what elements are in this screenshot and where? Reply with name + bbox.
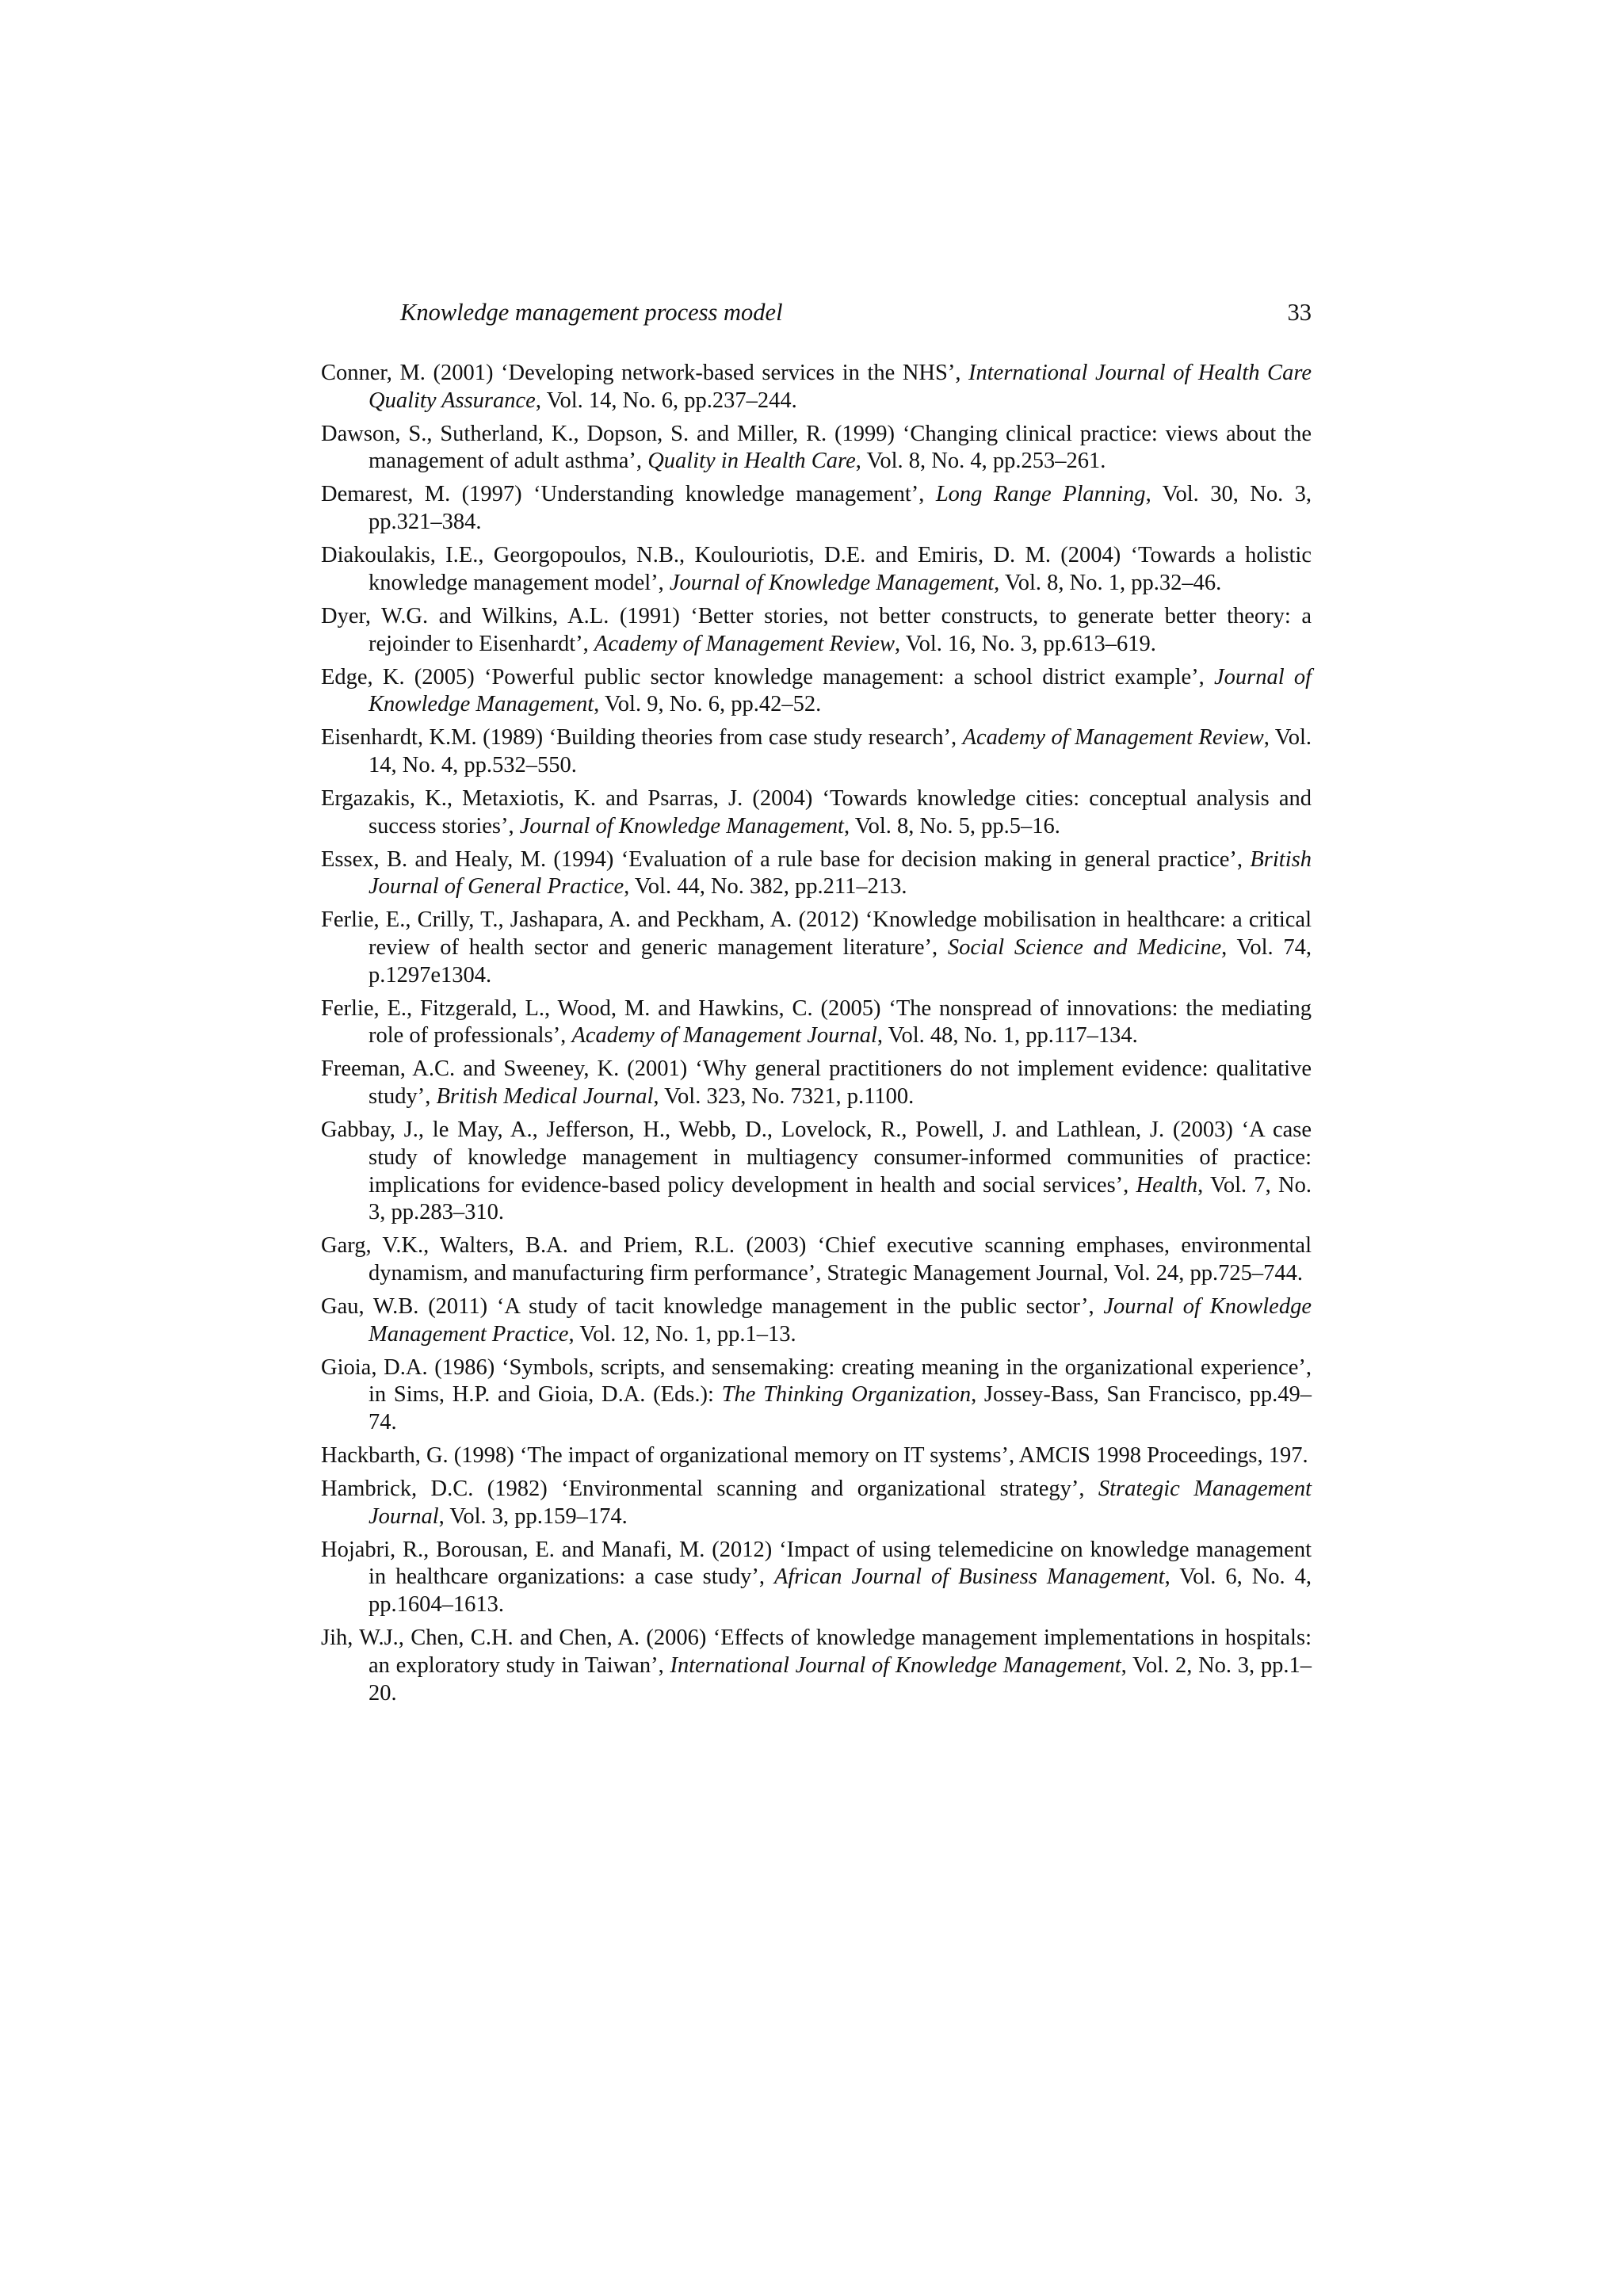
reference-text: Ferlie, E., Crilly, T., Jashapara, A. and Peckham, A. (2012) ‘Knowledge mobilisation in healthcare: a critical review of health sector and generic management literature’, bbox=[321, 907, 1312, 961]
reference-text: Dyer, W.G. and Wilkins, A.L. (1991) ‘Better stories, not better constructs, to generate better theory: a rejoinder to Eisenhardt’, bbox=[321, 603, 1312, 656]
reference-text: , Vol. 9, No. 6, pp.42–52. bbox=[594, 692, 822, 717]
reference-entry bbox=[321, 421, 1312, 476]
reference-text: Eisenhardt, K.M. (1989) ‘Building theories from case study research’, bbox=[321, 725, 963, 751]
reference-entry bbox=[321, 1442, 1312, 1470]
reference-text: , Vol. 16, No. 3, pp.613–619. bbox=[894, 631, 1156, 656]
reference-text: Diakoulakis, I.E., Georgopoulos, N.B., Koulouriotis, D.E. and Emiris, D. M. (2004) ‘Towards a holistic knowledge management model’, bbox=[321, 543, 1312, 595]
reference-source-title: Social Science and Medicine bbox=[947, 935, 1222, 961]
reference-text: Hambrick, D.C. (1982) ‘Environmental scanning and organizational strategy’, bbox=[321, 1477, 1098, 1502]
reference-text: , Vol. 8, No. 1, pp.32–46. bbox=[994, 570, 1222, 595]
page-number: 33 bbox=[1287, 299, 1312, 326]
reference-source-title: Quality in Health Care bbox=[647, 449, 856, 474]
reference-entry bbox=[321, 995, 1312, 1050]
reference-source-title: Academy of Management Journal bbox=[571, 1023, 877, 1049]
reference-text: , Vol. 323, No. 7321, p.1100. bbox=[653, 1084, 915, 1110]
reference-text: Demarest, M. (1997) ‘Understanding knowledge management’, bbox=[321, 482, 936, 507]
reference-text: Hojabri, R., Borousan, E. and Manafi, M. (2012) ‘Impact of using telemedicine on knowledge management in healthcare organizations: a case study’, bbox=[321, 1537, 1312, 1590]
reference-text: , Vol. 44, No. 382, pp.211–213. bbox=[624, 874, 907, 900]
reference-text: , Jossey-Bass, San Francisco, pp.49–74. bbox=[369, 1382, 1312, 1435]
reference-text: Freeman, A.C. and Sweeney, K. (2001) ‘Why general practitioners do not implement evidence: qualitative study’, bbox=[321, 1056, 1312, 1110]
reference-text: , Vol. 12, No. 1, pp.1–13. bbox=[568, 1321, 796, 1347]
reference-source-title: International Journal of Health Care Quality Assurance bbox=[369, 361, 1312, 413]
reference-entry bbox=[321, 664, 1312, 719]
reference-text: , Vol. 2, No. 3, pp.1–20. bbox=[369, 1652, 1312, 1706]
reference-text: Dawson, S., Sutherland, K., Dopson, S. and Miller, R. (1999) ‘Changing clinical practice: views about the management of adult asthma’, bbox=[321, 421, 1312, 474]
reference-entry bbox=[321, 1625, 1312, 1707]
reference-text: , Vol. 8, No. 5, pp.5–16. bbox=[843, 813, 1060, 839]
reference-entry bbox=[321, 907, 1312, 989]
reference-text: , Vol. 7, No. 3, pp.283–310. bbox=[369, 1172, 1312, 1225]
reference-text: , Vol. 3, pp.159–174. bbox=[438, 1503, 628, 1529]
reference-source-title: The Thinking Organization bbox=[721, 1382, 972, 1408]
reference-entry bbox=[321, 1117, 1312, 1227]
reference-source-title: Health bbox=[1136, 1172, 1198, 1198]
reference-text: Jih, W.J., Chen, C.H. and Chen, A. (2006) ‘Effects of knowledge management implementations in hospitals: an exploratory study in Taiwan’, bbox=[321, 1626, 1312, 1678]
reference-entry bbox=[321, 1537, 1312, 1619]
reference-entry bbox=[321, 603, 1312, 658]
reference-source-title: Academy of Management Review bbox=[594, 631, 895, 656]
reference-source-title: African Journal of Business Management bbox=[773, 1564, 1165, 1590]
reference-source-title: British Journal of General Practice bbox=[369, 846, 1312, 900]
reference-text: , Vol. 6, No. 4, pp.1604–1613. bbox=[369, 1564, 1312, 1618]
reference-source-title: Journal of Knowledge Management bbox=[369, 664, 1312, 717]
reference-text: , Vol. 8, No. 4, pp.253–261. bbox=[855, 449, 1106, 474]
reference-source-title: British Medical Journal bbox=[436, 1084, 654, 1110]
reference-text: , Vol. 14, No. 6, pp.237–244. bbox=[535, 388, 797, 413]
reference-source-title: Journal of Knowledge Management bbox=[669, 570, 995, 595]
reference-text: Gabbay, J., le May, A., Jefferson, H., Webb, D., Lovelock, R., Powell, J. and Lathlean, J. (2003) ‘A case study of knowledge management in multiagency consumer-informed communities of practice: implications for evidence-based policy development in health and social services’, bbox=[321, 1117, 1312, 1198]
reference-entry bbox=[321, 1056, 1312, 1110]
reference-entry bbox=[321, 1476, 1312, 1530]
reference-source-title: Journal of Knowledge Management Practice bbox=[369, 1293, 1312, 1347]
reference-entry bbox=[321, 1354, 1312, 1437]
reference-source-title: Long Range Planning bbox=[935, 482, 1146, 507]
reference-text: Ergazakis, K., Metaxiotis, K. and Psarras, J. (2004) ‘Towards knowledge cities: conceptual analysis and success stories’, bbox=[321, 785, 1312, 839]
reference-entry bbox=[321, 724, 1312, 779]
reference-entry bbox=[321, 785, 1312, 840]
reference-entry bbox=[321, 1293, 1312, 1348]
reference-source-title: International Journal of Knowledge Management bbox=[670, 1652, 1121, 1678]
running-title: Knowledge management process model bbox=[400, 299, 783, 326]
reference-text: , Vol. 48, No. 1, pp.117–134. bbox=[876, 1023, 1138, 1049]
reference-text: Hackbarth, G. (1998) ‘The impact of organizational memory on IT systems’, AMCIS 1998 Proceedings, 197. bbox=[321, 1443, 1308, 1469]
reference-list bbox=[321, 360, 1312, 1713]
reference-source-title: Academy of Management Review bbox=[962, 725, 1264, 751]
reference-entry bbox=[321, 360, 1312, 415]
reference-text: Essex, B. and Healy, M. (1994) ‘Evaluation of a rule base for decision making in general practice’, bbox=[321, 846, 1251, 872]
reference-entry bbox=[321, 846, 1312, 901]
reference-text: Garg, V.K., Walters, B.A. and Priem, R.L. (2003) ‘Chief executive scanning emphases, environmental dynamism, and manufacturing firm performance’, Strategic Management Journal, Vol. 24, pp.725–744. bbox=[321, 1233, 1312, 1286]
reference-text: , Vol. 74, p.1297e1304. bbox=[369, 935, 1312, 988]
reference-entry bbox=[321, 1232, 1312, 1287]
reference-text: Ferlie, E., Fitzgerald, L., Wood, M. and Hawkins, C. (2005) ‘The nonspread of innovations: the mediating role of professionals’, bbox=[321, 995, 1312, 1049]
reference-text: Edge, K. (2005) ‘Powerful public sector knowledge management: a school district example’, bbox=[321, 664, 1214, 690]
reference-entry bbox=[321, 481, 1312, 536]
reference-source-title: Strategic Management Journal bbox=[369, 1477, 1312, 1529]
reference-entry bbox=[321, 542, 1312, 597]
reference-text: , Vol. 14, No. 4, pp.532–550. bbox=[369, 725, 1312, 777]
reference-text: Gioia, D.A. (1986) ‘Symbols, scripts, and sensemaking: creating meaning in the organizational experience’, in Sims, H.P. and Gioia, D.A. (Eds.): bbox=[321, 1354, 1312, 1408]
reference-text: Conner, M. (2001) ‘Developing network-based services in the NHS’, bbox=[321, 361, 969, 385]
reference-source-title: Journal of Knowledge Management bbox=[519, 813, 844, 839]
running-head bbox=[400, 295, 1312, 330]
reference-text: , Vol. 30, No. 3, pp.321–384. bbox=[369, 482, 1312, 535]
reference-text: Gau, W.B. (2011) ‘A study of tacit knowledge management in the public sector’, bbox=[321, 1293, 1104, 1319]
